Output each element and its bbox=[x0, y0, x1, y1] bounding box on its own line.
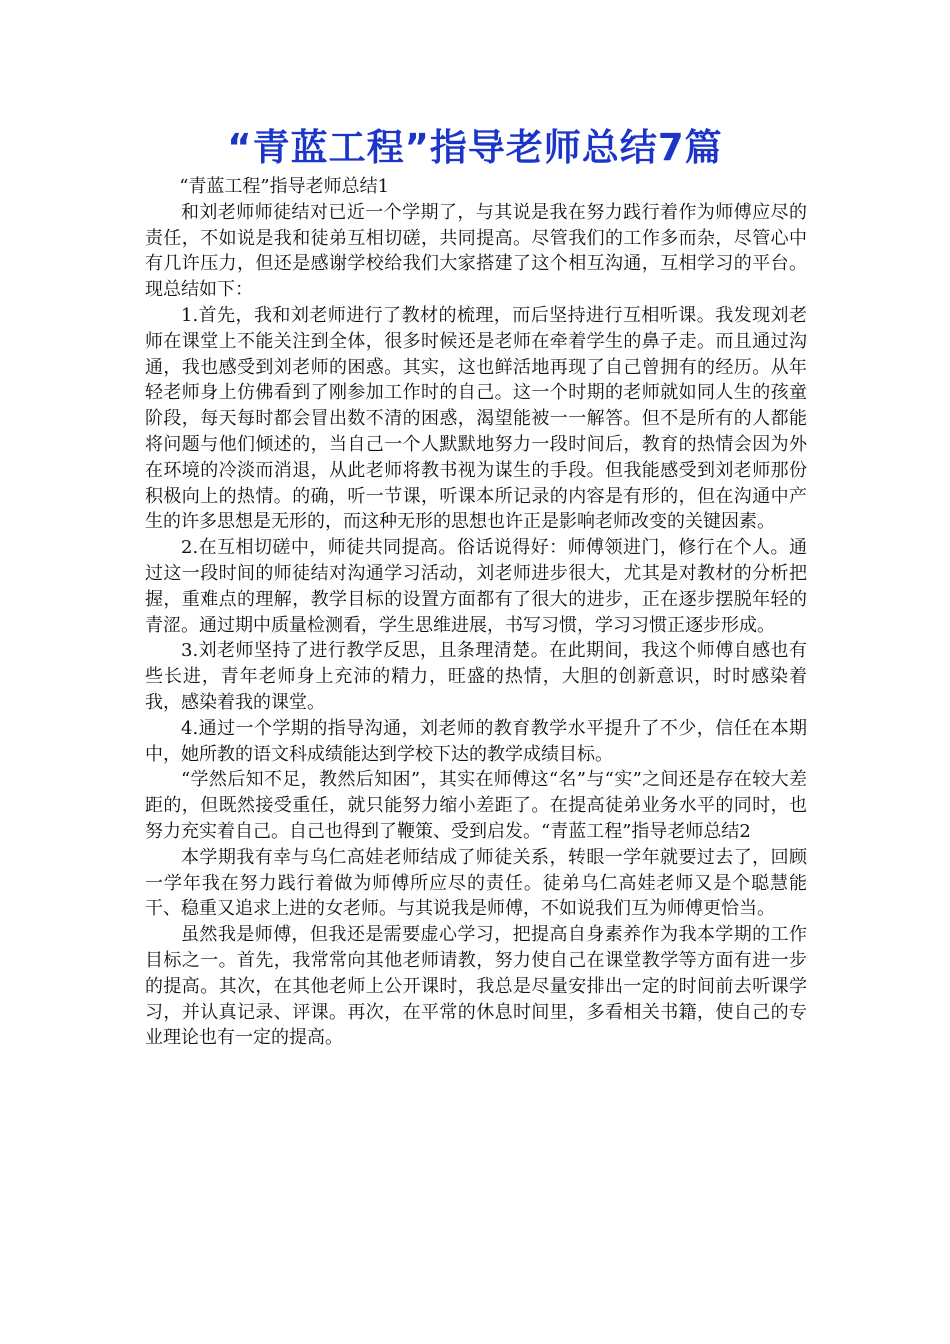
body-paragraph: 4.通过一个学期的指导沟通，刘老师的教育教学水平提升了不少，信任在本期中，她所教的语文科成绩能达到学校下达的教学成绩目标。 bbox=[145, 717, 807, 765]
body-paragraph: 3.刘老师坚持了进行教学反思，且条理清楚。在此期间，我这个师傅自感也有些长进，青年老师身上充沛的精力，旺盛的热情，大胆的创新意识，时时感染着我，感染着我的课堂。 bbox=[145, 640, 807, 713]
document-title: “青蓝工程”指导老师总结7篇 bbox=[227, 126, 723, 169]
document-body bbox=[145, 174, 807, 1051]
body-paragraph: 2.在互相切磋中，师徒共同提高。俗话说得好：师傅领进门，修行在个人。通过这一段时间的师徒结对沟通学习活动，刘老师进步很大，尤其是对教材的分析把握，重难点的理解，教学目标的设置方面都有了很大的进步，正在逐步摆脱年轻的青涩。通过期中质量检测看，学生思维进展，书写习惯，学习习惯正逐步形成。 bbox=[145, 537, 807, 636]
body-paragraph: 本学期我有幸与乌仁高娃老师结成了师徒关系，转眼一学年就要过去了，回顾一学年我在努力践行着做为师傅所应尽的责任。徒弟乌仁高娃老师又是个聪慧能干、稳重又追求上进的女老师。与其说我是师傅，不如说我们互为师傅更恰当。 bbox=[145, 846, 807, 920]
body-paragraph: 1.首先，我和刘老师进行了教材的梳理，而后坚持进行互相听课。我发现刘老师在课堂上不能关注到全体，很多时候还是老师在牵着学生的鼻子走。而且通过沟通，我也感受到刘老师的困惑。其实，这也鲜活地再现了自己曾拥有的经历。从年轻老师身上仿佛看到了刚参加工作时的自己。这一个时期的老师就如同人生的孩童阶段，每天每时都会冒出数不清的困惑，渴望能被一一解答。但不是所有的人都能将问题与他们倾述的，当自己一个人默默地努力一段时间后，教育的热情会因为外在环境的冷淡而消退，从此老师将教书视为谋生的手段。但我能感受到刘老师那份积极向上的热情。的确，听一节课，听课本所记录的内容是有形的，但在沟通中产生的许多思想是无形的，而这种无形的思想也许正是影响老师改变的关键因素。 bbox=[145, 304, 807, 533]
body-paragraph: “学然后知不足，教然后知困”，其实在师傅这“名”与“实”之间还是存在较大差距的，但既然接受重任，就只能努力缩小差距了。在提高徒弟业务水平的同时，也努力充实着自己。自己也得到了鞭策、受到启发。“青蓝工程”指导老师总结2 bbox=[145, 769, 807, 842]
body-paragraph: 和刘老师师徒结对已近一个学期了，与其说是我在努力践行着作为师傅应尽的责任，不如说是我和徒弟互相切磋，共同提高。尽管我们的工作多而杂，尽管心中有几许压力，但还是感谢学校给我们大家搭建了这个相互沟通，互相学习的平台。现总结如下： bbox=[145, 201, 807, 301]
body-paragraph: 虽然我是师傅，但我还是需要虚心学习，把提高自身素养作为我本学期的工作目标之一。首先，我常常向其他老师请教，努力使自己在课堂教学等方面有进一步的提高。其次，在其他老师上公开课时，我总是尽量安排出一定的时间前去听课学习，并认真记录、评课。再次，在平常的休息时间里，多看相关书籍，使自己的专业理论也有一定的提高。 bbox=[145, 924, 807, 1049]
section-heading-1: “青蓝工程”指导老师总结1 bbox=[179, 176, 390, 197]
